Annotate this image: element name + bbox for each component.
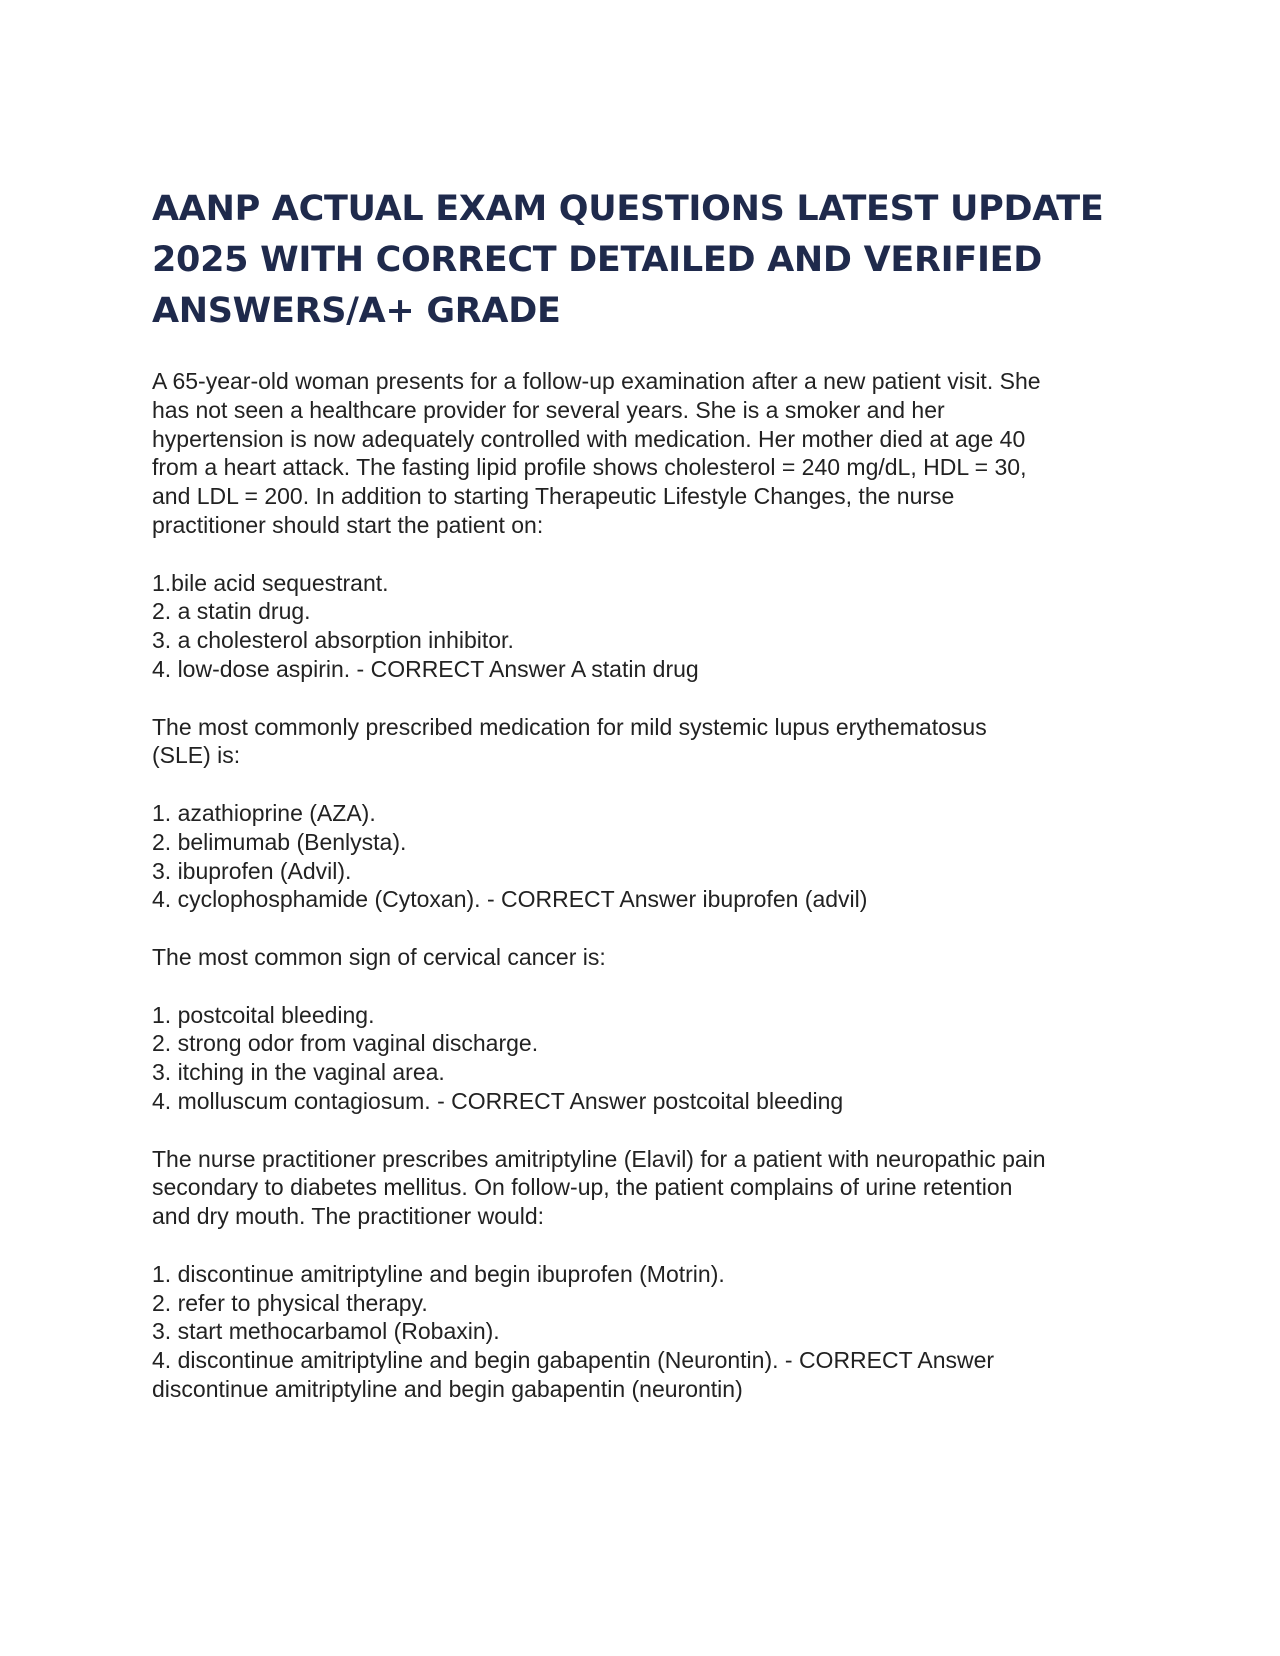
stem-line: has not seen a healthcare provider for several years. She is a smoker and her [152,396,945,423]
title-line: AANP ACTUAL EXAM QUESTIONS LATEST UPDATE [152,189,1104,229]
option-line: 1. postcoital bleeding. [152,1001,375,1028]
question-stem [152,1145,1142,1231]
option-line: 2. a statin drug. [152,598,311,625]
stem-line: (SLE) is: [152,742,241,769]
stem-line: from a heart attack. The fasting lipid profile shows cholesterol = 240 mg/dL, HDL = 30, [152,454,1027,481]
question-stem [152,367,1142,540]
option-line: 2. belimumab (Benlysta). [152,828,407,855]
option-line: 3. ibuprofen (Advil). [152,857,352,884]
answer-options [152,1260,1142,1404]
stem-line: secondary to diabetes mellitus. On follow-up, the patient complains of urine retention [152,1174,1013,1201]
option-line: 3. start methocarbamol (Robaxin). [152,1318,500,1345]
stem-line: hypertension is now adequately controlled with medication. Her mother died at age 40 [152,425,1026,452]
option-line: 4. cyclophosphamide (Cytoxan). - CORRECT Answer ibuprofen (advil) [152,886,868,913]
option-line: 4. molluscum contagiosum. - CORRECT Answer postcoital bleeding [152,1087,844,1114]
stem-line: and dry mouth. The practitioner would: [152,1203,545,1230]
question-stem [152,943,1142,972]
answer-options [152,569,1142,684]
stem-line: The most commonly prescribed medication for mild systemic lupus erythematosus [152,713,987,740]
title-line: 2025 WITH CORRECT DETAILED AND VERIFIED [152,240,1043,280]
stem-line: The nurse practitioner prescribes amitriptyline (Elavil) for a patient with neuropathic pain [152,1145,1046,1172]
option-line: 2. strong odor from vaginal discharge. [152,1030,539,1057]
answer-options [152,799,1142,914]
option-line: 1. discontinue amitriptyline and begin ibuprofen (Motrin). [152,1260,725,1287]
stem-line: A 65-year-old woman presents for a follow-up examination after a new patient visit. She [152,368,1041,394]
document-page [152,184,1142,1432]
option-line: 1.bile acid sequestrant. [152,569,389,596]
stem-line: practitioner should start the patient on: [152,511,544,538]
stem-line: The most common sign of cervical cancer is: [152,943,606,970]
option-line: 1. azathioprine (AZA). [152,799,376,826]
option-line: 4. low-dose aspirin. - CORRECT Answer A statin drug [152,655,699,682]
questions-section [152,367,1142,1404]
option-line: 4. discontinue amitriptyline and begin gabapentin (Neurontin). - CORRECT Answer [152,1347,995,1374]
option-line: 2. refer to physical therapy. [152,1289,428,1316]
stem-line: and LDL = 200. In addition to starting Therapeutic Lifestyle Changes, the nurse [152,483,955,510]
option-line: discontinue amitriptyline and begin gabapentin (neurontin) [152,1375,743,1402]
document-title [152,184,1142,337]
question-stem [152,713,1142,771]
answer-options [152,1001,1142,1116]
option-line: 3. itching in the vaginal area. [152,1059,445,1086]
option-line: 3. a cholesterol absorption inhibitor. [152,627,514,654]
title-line: ANSWERS/A+ GRADE [152,291,561,331]
